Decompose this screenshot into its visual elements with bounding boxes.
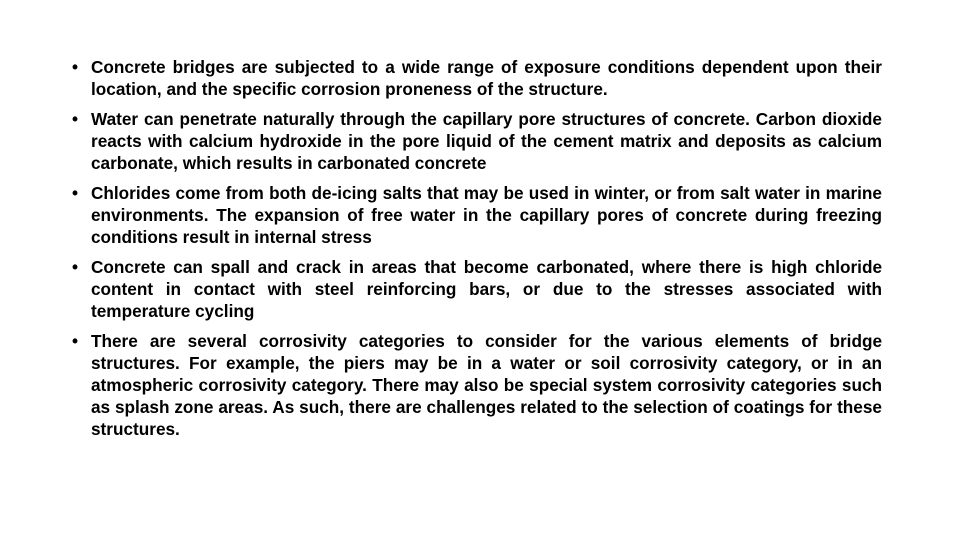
bullet-marker: •	[72, 257, 79, 277]
bullet-marker: •	[72, 183, 79, 203]
bullet-text: Concrete can spall and crack in areas that become carbonated, where there is high chloride content in contact with steel reinforcing bars, or due to the stresses associated with temperature cycling	[91, 257, 882, 321]
bullet-item-2	[72, 108, 882, 174]
bullet-item-1	[72, 56, 882, 100]
bullet-text: Chlorides come from both de-icing salts that may be used in winter, or from salt water in marine environments. The expansion of free water in the capillary pores of concrete during freezing conditions result in internal stress	[91, 183, 882, 247]
bullet-marker: •	[72, 57, 79, 77]
bullet-item-4	[72, 256, 882, 322]
bullet-text: Concrete bridges are subjected to a wide range of exposure conditions dependent upon their location, and the specific corrosion proneness of the structure.	[91, 57, 882, 99]
bullet-marker: •	[72, 109, 79, 129]
bullet-list	[72, 56, 882, 448]
bullet-item-5	[72, 330, 882, 440]
bullet-marker: •	[72, 331, 79, 351]
bullet-text: Water can penetrate naturally through the capillary pore structures of concrete. Carbon dioxide reacts with calcium hydroxide in the pore liquid of the cement matrix and deposits as calcium carbonate, which results in carbonated concrete	[91, 109, 882, 173]
bullet-item-3	[72, 182, 882, 248]
bullet-text: There are several corrosivity categories to consider for the various elements of bridge structures. For example, the piers may be in a water or soil corrosivity category, or in an atmospheric corrosivity category. There may also be special system corrosivity categories such as splash zone areas. As such, there are challenges related to the selection of coatings for these structures.	[91, 331, 882, 439]
